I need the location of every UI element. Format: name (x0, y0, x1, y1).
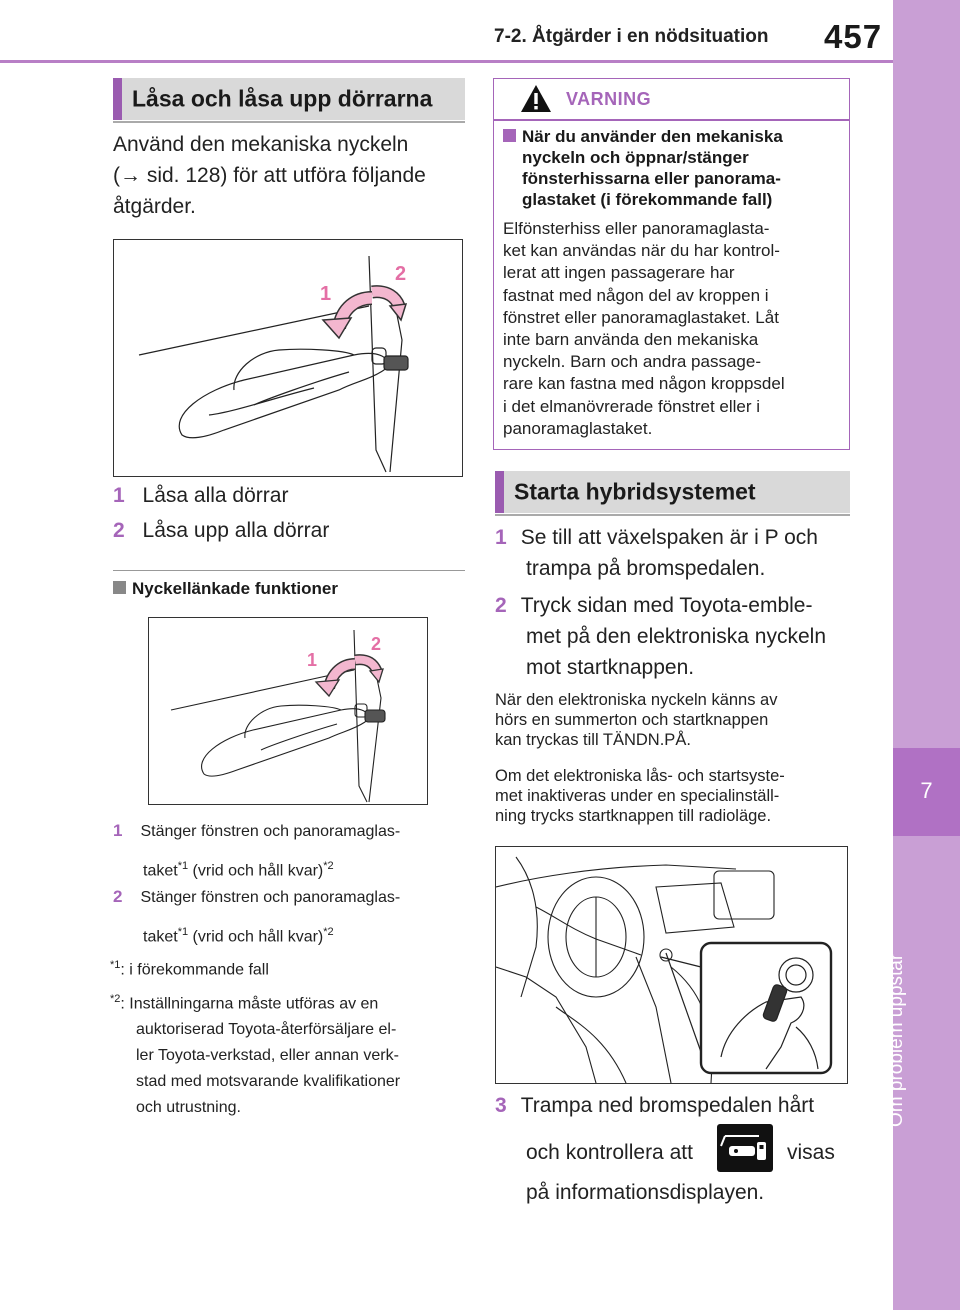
figure2-label-1: 1 (307, 650, 318, 670)
start-step-3-line2a: och kontrollera att (526, 1141, 693, 1164)
car-interior-figure (495, 846, 848, 1084)
figure-label-1: 1 (320, 283, 332, 305)
page-number: 457 (824, 18, 883, 55)
figure-label-2: 2 (395, 263, 407, 285)
step-lock-all: 1 Låsa alla dörrar (113, 484, 289, 507)
door-handle-illustration-2 (149, 618, 427, 804)
warning-title: VARNING (566, 89, 652, 109)
warning-header-rule (493, 119, 850, 121)
chapter-number: 7 (920, 778, 933, 803)
heading-start-hybrid: Starta hybridsystemet (495, 471, 850, 513)
start-step-2: 2 Tryck sidan med Toyota-emble- met på den elektroniska nyckeln mot startknappen. (495, 594, 826, 679)
paragraph-key-detected: När den elektroniska nyckeln känns av hörs en summerton och startknappen kan tryckas till TÄNDN.PÅ. (495, 691, 778, 749)
door-handle-figure-2 (148, 617, 428, 805)
step-close-windows-2: 2 Stänger fönstren och panoramaglas- taket$^{*1}$ (vrid och håll kvar)$^{*2}$ (113, 887, 401, 946)
step-unlock-all: 2 Låsa upp alla dörrar (113, 519, 330, 542)
section-title: 7-2. Åtgärder i en nödsituation (494, 26, 769, 47)
start-step-3: 3 Trampa ned bromspedalen hårt (495, 1094, 815, 1117)
paragraph-system-disabled: Om det elektroniska lås- och startsyste- met inaktiveras under en specialinställ- ning trycks startknappen till radioläge. (495, 767, 785, 825)
start-step-1: 1 Se till att växelspaken är i P och trampa på bromspedalen. (495, 526, 818, 580)
start-step-3-line3: på informationsdisplayen. (526, 1181, 765, 1204)
warning-body: Elfönsterhiss eller panoramaglasta- ket kan användas när du har kontrol- lerat att ingen passagerare har fastnat med någon del av kroppen i fönstret eller panoramaglastaket. Låt inte barn använda den mekaniska nyckeln. Barn och andra passage- rare kan fastna med någon kroppsdel i det elmanövrerade fönstret eller i panoramaglastaket. (503, 219, 785, 438)
divider (113, 570, 465, 571)
door-handle-figure-1 (113, 239, 463, 477)
interior-illustration (496, 847, 847, 1083)
intro-text: Använd den mekaniska nyckeln (→ sid. 128) för att utföra följande åtgärder. (113, 133, 426, 218)
subheading-key-linked: Nyckellänkade funktioner (113, 579, 338, 599)
footnote-2: $^{*2}$: Inställningarna måste utföras av en auktoriserad Toyota-återförsäljare el- ler Toyota-verkstad, eller annan verk- stad med motsvarande kvalifikationer och utrustning. (110, 993, 401, 1117)
footnote-1: $^{*1}$: i förekommande fall (110, 959, 269, 979)
figure2-label-2: 2 (371, 634, 382, 654)
door-handle-illustration (114, 240, 462, 476)
key-indicator-icon (717, 1124, 773, 1172)
start-step-3-line2b: visas (787, 1141, 835, 1164)
header-rule (0, 60, 893, 63)
chapter-label: Om problem uppstår (886, 953, 907, 1127)
warning-subtitle: När du använder den mekaniska nyckeln och öppnar/stänger fönsterhissarna eller panorama- glastaket (i förekommande fall) (503, 126, 843, 210)
warning-triangle-icon (520, 84, 552, 118)
step-close-windows-1: 1 Stänger fönstren och panoramaglas- taket$^{*1}$ (vrid och håll kvar)$^{*2}$ (113, 821, 401, 880)
heading-lock-doors: Låsa och låsa upp dörrarna (113, 78, 465, 120)
